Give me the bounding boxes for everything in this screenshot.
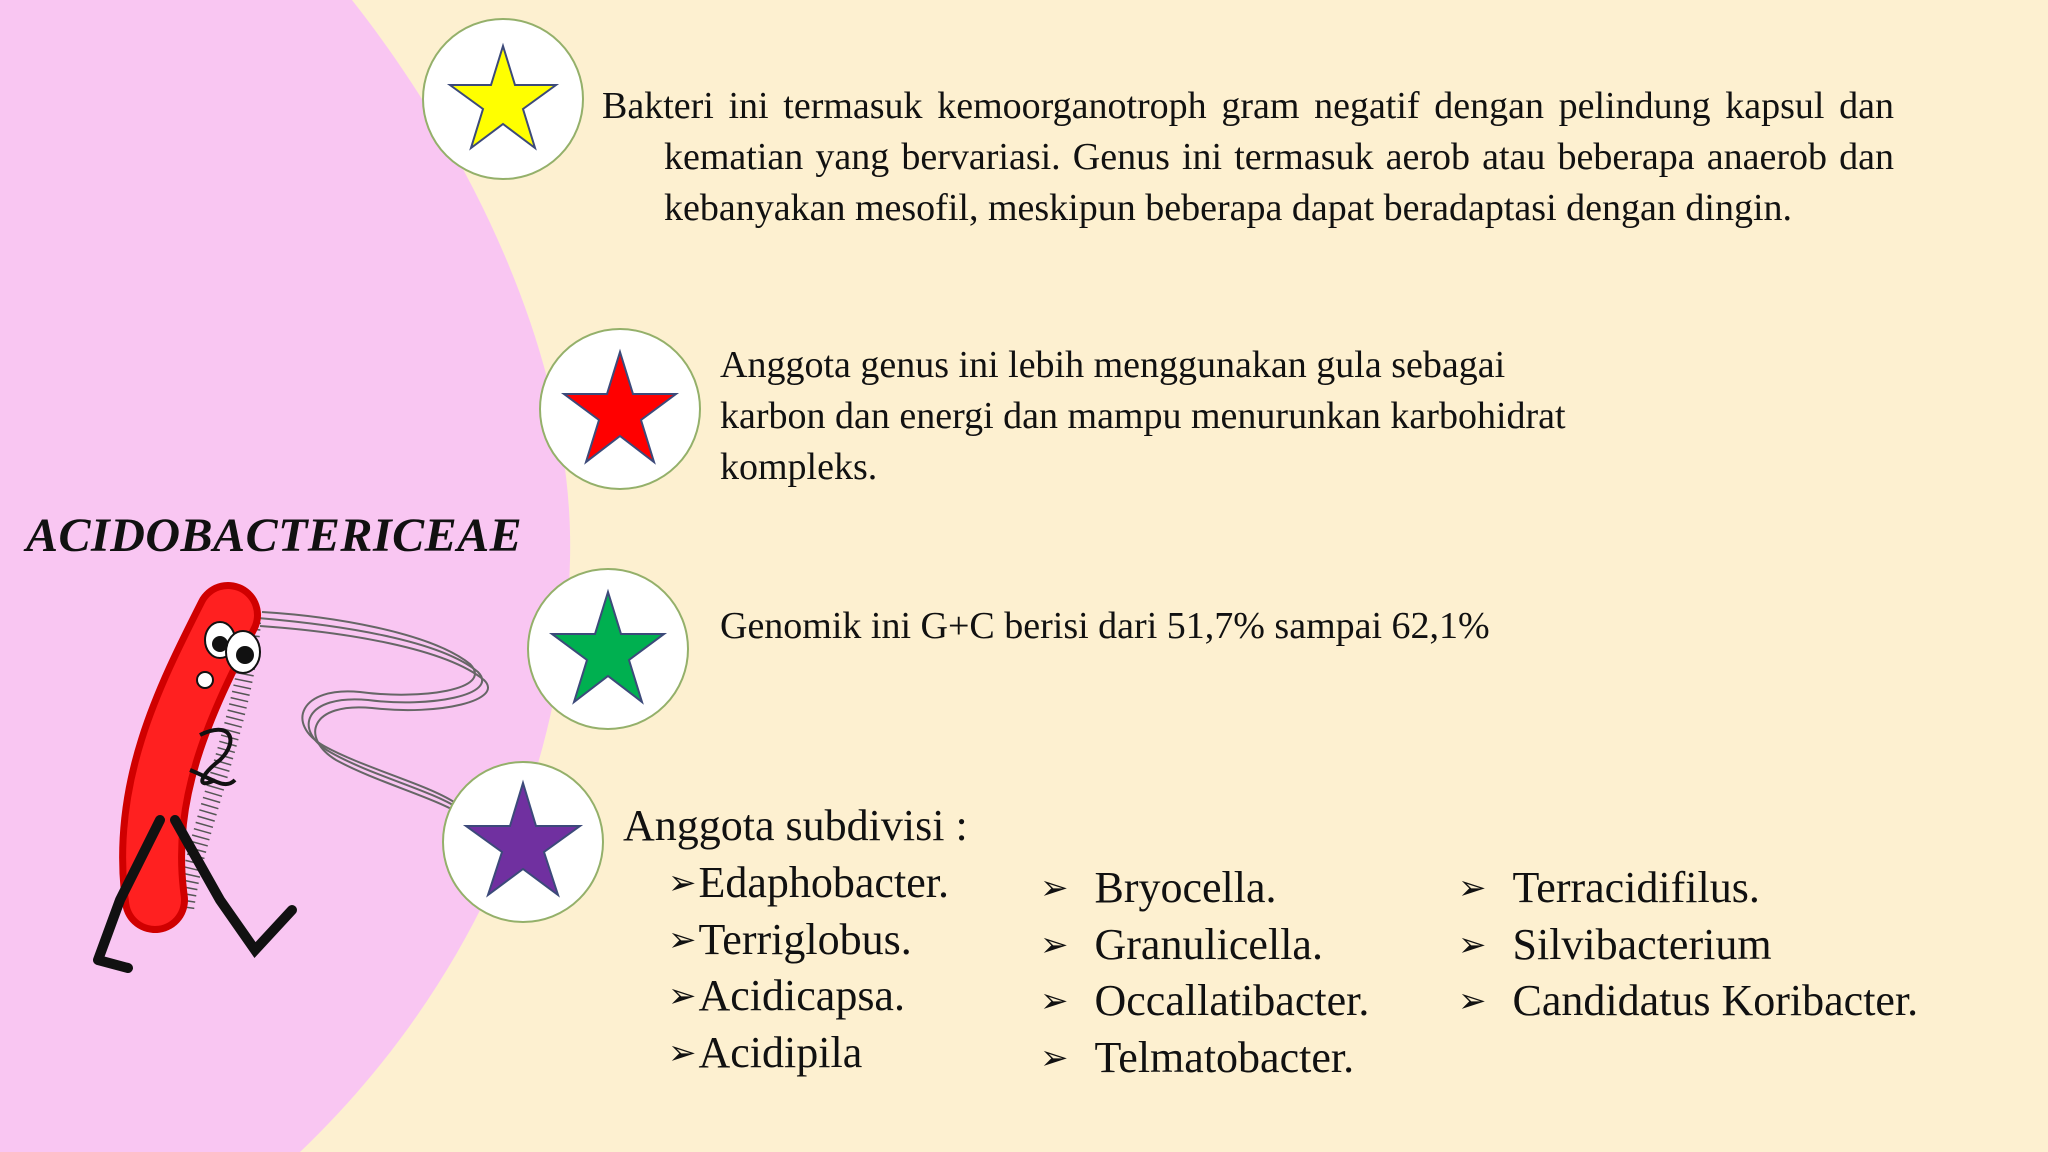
purple-star-badge <box>442 761 604 923</box>
arrow-bullet-icon: ➢ <box>1040 868 1069 908</box>
yellow-star-badge <box>422 18 584 180</box>
list-item: ➢ Telmatobacter. <box>1040 1030 1369 1087</box>
red-star-badge <box>539 328 701 490</box>
subdivision-column-3 <box>1458 860 1918 1030</box>
purple-star-icon <box>444 763 602 921</box>
point-1-text: Bakteri ini termasuk kemoorganotroph gram negatif dengan pelindung kapsul dan kematian yang bervariasi. Genus ini termasuk aerob atau beberapa anaerob dan kebanyakan mesofil, meskipun beberapa dapat beradaptasi dengan dingin. <box>602 85 1894 229</box>
list-item: ➢Acidipila <box>668 1025 949 1082</box>
red-star-icon <box>541 330 699 488</box>
subdivision-column-1 <box>668 855 949 1081</box>
list-item: ➢ Occallatibacter. <box>1040 973 1369 1030</box>
point-2-line: kompleks. <box>720 446 878 488</box>
subdivision-heading: Anggota subdivisi : <box>623 801 968 850</box>
list-item: ➢Edaphobacter. <box>668 855 949 912</box>
arrow-bullet-icon: ➢ <box>668 1032 697 1073</box>
point-2-line: karbon dan energi dan mampu menurunkan karbohidrat <box>720 395 1566 437</box>
arrow-bullet-icon: ➢ <box>1040 1037 1069 1078</box>
list-item: ➢ Silvibacterium <box>1458 917 1918 974</box>
list-item: ➢ Terracidifilus. <box>1458 860 1918 917</box>
point-2-text <box>720 340 1720 493</box>
list-item: ➢ Bryocella. <box>1040 860 1369 917</box>
arrow-bullet-icon: ➢ <box>668 976 697 1016</box>
arrow-bullet-icon: ➢ <box>1458 924 1487 965</box>
list-item: ➢ Granulicella. <box>1040 917 1369 974</box>
point-3-text: Genomik ini G+C berisi dari 51,7% sampai 62,1% <box>720 605 1490 647</box>
arrow-bullet-icon: ➢ <box>668 863 697 903</box>
slide-title: ACIDOBACTERICEAE <box>26 509 523 562</box>
list-item: ➢Terriglobus. <box>668 912 949 969</box>
arrow-bullet-icon: ➢ <box>1458 868 1487 908</box>
arrow-bullet-icon: ➢ <box>1040 924 1069 965</box>
green-star-icon <box>529 570 687 728</box>
arrow-bullet-icon: ➢ <box>1458 981 1487 1021</box>
point-2-line: Anggota genus ini lebih menggunakan gula sebagai <box>720 344 1506 386</box>
list-item: ➢ Candidatus Koribacter. <box>1458 973 1918 1030</box>
list-item: ➢Acidicapsa. <box>668 968 949 1025</box>
subdivision-column-2 <box>1040 860 1369 1086</box>
green-star-badge <box>527 568 689 730</box>
arrow-bullet-icon: ➢ <box>1040 981 1069 1021</box>
yellow-star-icon <box>424 20 582 178</box>
arrow-bullet-icon: ➢ <box>668 919 697 960</box>
